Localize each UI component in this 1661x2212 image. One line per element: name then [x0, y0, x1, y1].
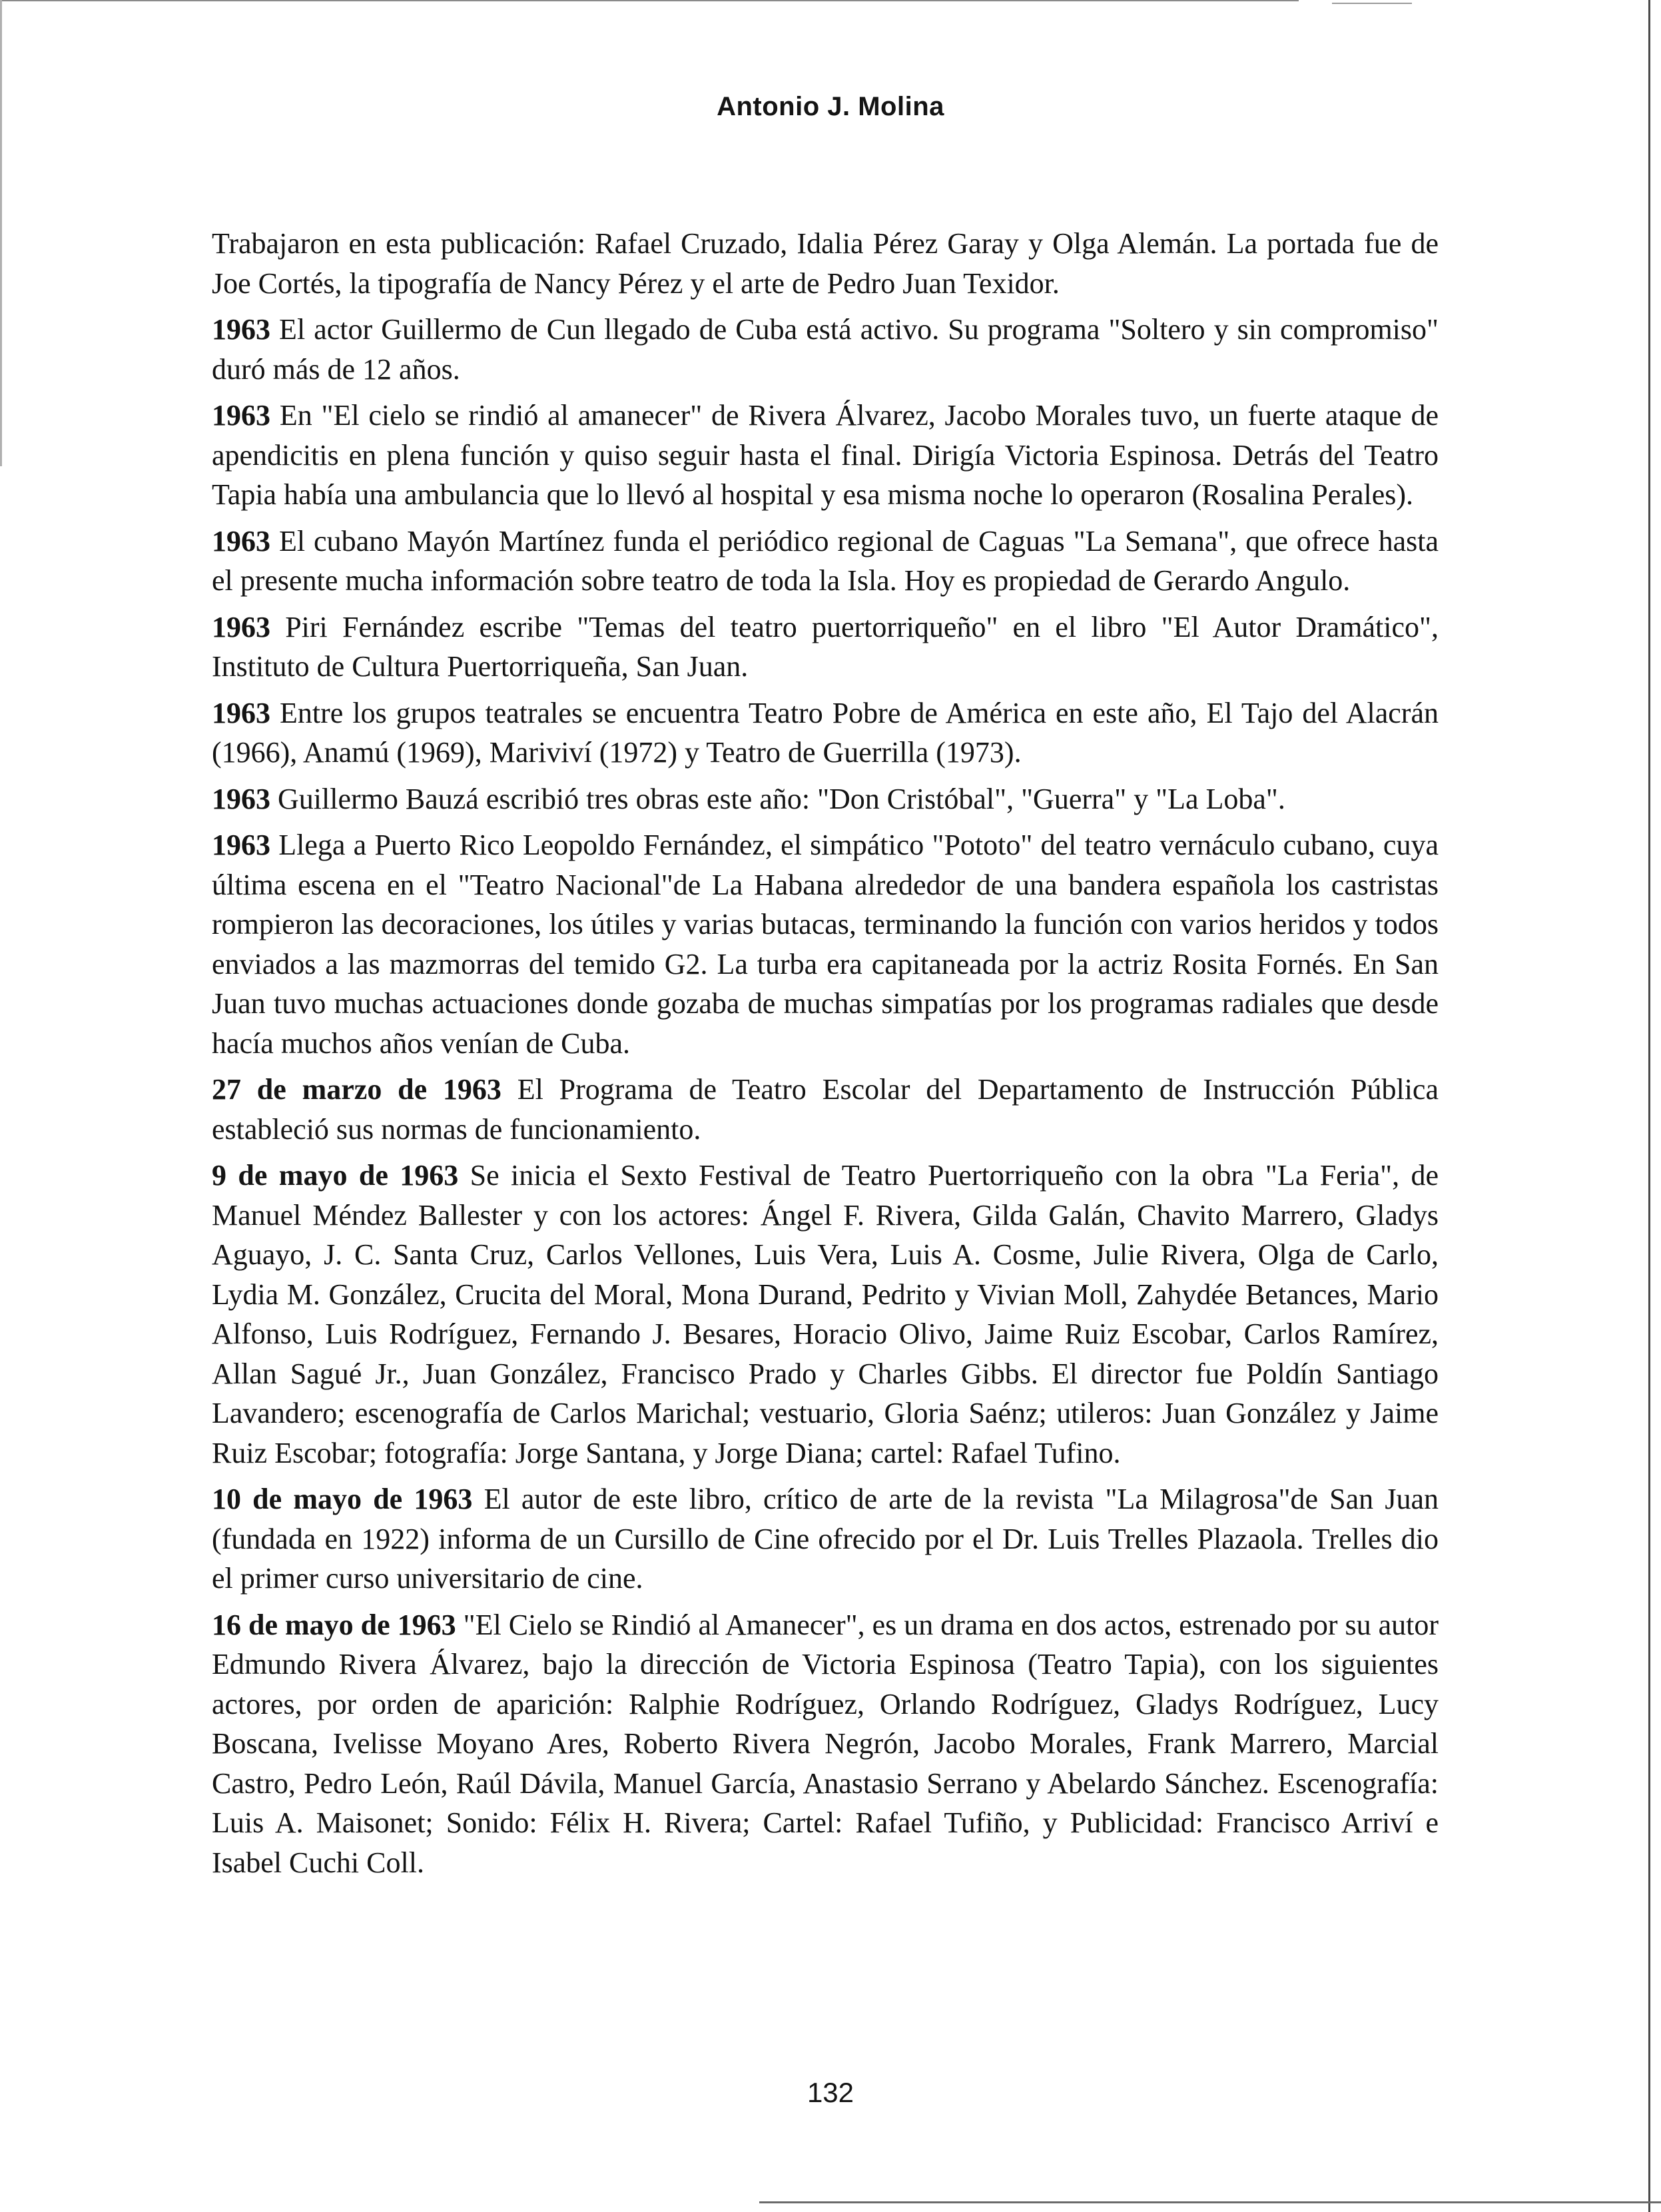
- paragraph-date: 1963: [212, 696, 270, 729]
- paragraph-text: Entre los grupos teatrales se encuentra Teatro Pobre de América en este año, El Tajo del Alacrán (1966), Anamú (1969), Mariviví (1972) y Teatro de Guerrilla (1973).: [212, 696, 1439, 769]
- scan-border-top: [0, 0, 1299, 1]
- paragraph-text: Se inicia el Sexto Festival de Teatro Puertorriqueño con la obra "La Feria", de Manuel Méndez Ballester y con los actores: Ángel F. Rivera, Gilda Galán, Chavito Marrero, Gladys Aguayo, J. C. Santa Cruz, Carlos Vellones, Luis Vera, Luis A. Cosme, Julie Rivera, Olga de Carlo, Lydia M. González, Crucita del Moral, Mona Durand, Pedrito y Vivian Moll, Zahydée Betances, Mario Alfonso, Luis Rodríguez, Fernando J. Besares, Horacio Olivo, Jaime Ruiz Escobar, Carlos Ramírez, Allan Sagué Jr., Juan González, Francisco Prado y Charles Gibbs. El director fue Poldín Santiago Lavandero; escenografía de Carlos Marichal; vestuario, Gloria Saénz; utileros: Juan González y Jaime Ruiz Escobar; fotografía: Jorge Santana, y Jorge Diana; cartel: Rafael Tufino.: [212, 1159, 1439, 1469]
- paragraph-date: 1963: [212, 313, 270, 346]
- paragraph-text: Llega a Puerto Rico Leopoldo Fernández, el simpático "Pototo" del teatro vernáculo cubano, cuya última escena en el "Teatro Nacional"de La Habana alrededor de una bandera española los castristas rompieron las decoraciones, los útiles y varias butacas, terminando la función con varios heridos y todos enviados a las mazmorras del temido G2. La turba era capitaneada por la actriz Rosita Fornés. En San Juan tuvo muchas actuaciones donde gozaba de muchas simpatías por los programas radiales que desde hacía muchos años venían de Cuba.: [212, 829, 1439, 1060]
- paragraph-text: Piri Fernández escribe "Temas del teatro puertorriqueño" en el libro "El Autor Dramático", Instituto de Cultura Puertorriqueña, San Juan.: [212, 610, 1439, 683]
- paragraph-date: 1963: [212, 829, 270, 861]
- paragraph: [212, 396, 1439, 515]
- paragraph-date: 9 de mayo de 1963: [212, 1159, 459, 1192]
- paragraph: [212, 224, 1439, 303]
- paragraph-date: 1963: [212, 399, 270, 432]
- paragraph: [212, 310, 1439, 389]
- paragraph-text: El autor de este libro, crítico de arte de la revista "La Milagrosa"de San Juan (fundada en 1922) informa de un Cursillo de Cine ofrecido por el Dr. Luis Trelles Plazaola. Trelles dio el primer curso universitario de cine.: [212, 1483, 1439, 1595]
- paragraph: [212, 693, 1439, 773]
- paragraph: [212, 1479, 1439, 1599]
- body-text: [212, 224, 1439, 1889]
- paragraph-text: "El Cielo se Rindió al Amanecer", es un drama en dos actos, estrenado por su autor Edmundo Rivera Álvarez, bajo la dirección de Victoria Espinosa (Teatro Tapia), con los siguientes actores, por orden de aparición: Ralphie Rodríguez, Orlando Rodríguez, Gladys Rodríguez, Lucy Boscana, Ivelisse Moyano Ares, Roberto Rivera Negrón, Jacobo Morales, Frank Marrero, Marcial Castro, Pedro León, Raúl Dávila, Manuel García, Anastasio Serrano y Abelardo Sánchez. Escenografía: Luis A. Maisonet; Sonido: Félix H. Rivera; Cartel: Rafael Tufiño, y Publicidad: Francisco Arriví e Isabel Cuchi Coll.: [212, 1608, 1439, 1879]
- paragraph-text: Trabajaron en esta publicación: Rafael Cruzado, Idalia Pérez Garay y Olga Alemán. La portada fue de Joe Cortés, la tipografía de Nancy Pérez y el arte de Pedro Juan Texidor.: [212, 227, 1439, 300]
- scan-border-left: [0, 0, 2, 466]
- paragraph-date: 1963: [212, 610, 270, 643]
- paragraph: [212, 522, 1439, 601]
- paragraph-text: El cubano Mayón Martínez funda el periódico regional de Caguas "La Semana", que ofrece hasta el presente mucha información sobre teatro de toda la Isla. Hoy es propiedad de Gerardo Angulo.: [212, 524, 1439, 597]
- running-head: Antonio J. Molina: [717, 92, 944, 121]
- paragraph: [212, 1156, 1439, 1473]
- paragraph-date: 10 de mayo de 1963: [212, 1483, 473, 1515]
- scan-border-right: [1648, 0, 1650, 2212]
- paragraph: [212, 1605, 1439, 1883]
- paragraph-date: 27 de marzo de 1963: [212, 1073, 501, 1106]
- paragraph-text: El actor Guillermo de Cun llegado de Cuba está activo. Su programa "Soltero y sin compromiso" duró más de 12 años.: [212, 313, 1439, 386]
- scan-border-top-right: [1332, 3, 1412, 4]
- paragraph: [212, 825, 1439, 1063]
- paragraph-text: El Programa de Teatro Escolar del Departamento de Instrucción Pública estableció sus normas de funcionamiento.: [212, 1073, 1439, 1146]
- paragraph-date: 16 de mayo de 1963: [212, 1608, 456, 1641]
- paragraph: [212, 779, 1439, 819]
- paragraph-text: En "El cielo se rindió al amanecer" de Rivera Álvarez, Jacobo Morales tuvo, un fuerte ataque de apendicitis en plena función y quiso seguir hasta el final. Dirigía Victoria Espinosa. Detrás del Teatro Tapia había una ambulancia que lo llevó al hospital y esa misma noche lo operaron (Rosalina Perales).: [212, 399, 1439, 511]
- paragraph-date: 1963: [212, 782, 270, 815]
- paragraph-date: 1963: [212, 524, 270, 557]
- paragraph: [212, 607, 1439, 687]
- paragraph-text: Guillermo Bauzá escribió tres obras este año: "Don Cristóbal", "Guerra" y "La Loba".: [270, 782, 1285, 815]
- scan-border-bottom: [759, 2201, 1661, 2203]
- page-number: 132: [807, 2077, 854, 2108]
- paragraph: [212, 1070, 1439, 1149]
